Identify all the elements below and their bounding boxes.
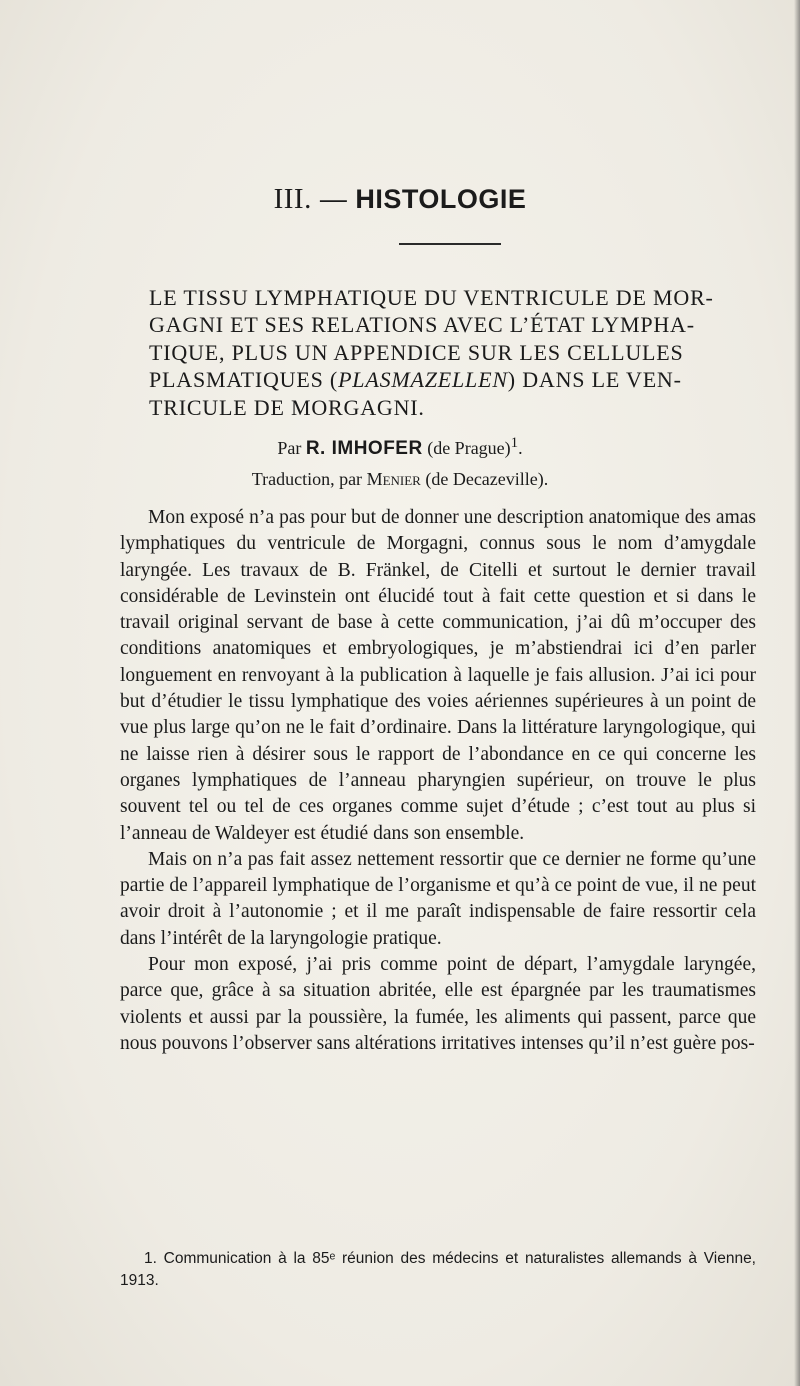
body-text: [120, 505, 756, 1057]
footnote-marker: 1: [510, 435, 519, 451]
paragraph: Mais on n’a pas fait assez nettement ressortir que ce dernier ne forme qu’une partie de l’appareil lymphatique de l’organisme et qu’à ce point de vue, il ne peut avoir droit à l’autonomie ; et il me paraît indispensable de faire ressortir cela dans l’intérêt de la laryngologie pratique.: [120, 848, 756, 949]
title-part: ) DANS LE VEN-: [507, 367, 682, 393]
author-origin: (de Prague): [427, 438, 511, 458]
translator-origin: (de Decazeville).: [425, 469, 549, 489]
article-title-line: TRICULE DE MORGAGNI.: [149, 394, 425, 420]
section-heading: [0, 183, 800, 216]
translation-line: [0, 464, 800, 494]
title-part: PLASMATIQUES (: [149, 367, 339, 393]
byline-prefix: Par: [277, 438, 302, 458]
section-dash: —: [319, 184, 348, 214]
translation-prefix: Traduction, par: [251, 469, 363, 489]
article-title-line: TIQUE, PLUS UN APPENDICE SUR LES CELLULES: [149, 339, 684, 365]
footnote-text: 1. Communication à la 85ᵉ réunion des médecins et naturalistes allemands à Vienne, 1913.: [120, 1250, 756, 1289]
article-title-line: LE TISSU LYMPHATIQUE DU VENTRICULE DE MOR-: [149, 285, 714, 310]
translator-name: Menier: [366, 469, 421, 489]
author-line: Par R. IMHOFER (de Prague)$^1$.: [277, 435, 523, 459]
heading-divider: [399, 243, 501, 245]
author-name: R. IMHOFER: [305, 438, 423, 459]
section-number: III.: [273, 183, 312, 215]
byline: [0, 428, 800, 494]
title-italic-part: PLASMAZELLEN: [338, 367, 508, 393]
footnote: [120, 1248, 756, 1292]
article-title: [149, 284, 764, 421]
paragraph: Pour mon exposé, j’ai pris comme point de départ, l’amygdale laryngée, parce que, grâce à sa situation abritée, elle est épargnée par les traumatismes violents et aussi par la poussière, la fumée, les aliments qui passent, parce que nous pouvons l’observer sans altérations irritatives intenses qu’il n’est guère pos-: [120, 954, 756, 1054]
article-title-line: [149, 366, 764, 393]
article-title-line: GAGNI ET SES RELATIONS AVEC L’ÉTAT LYMPHA-: [149, 312, 695, 338]
paragraph: Mon exposé n’a pas pour but de donner une description anatomique des amas lymphatiques du ventricule de Morgagni, connus sous le nom d’amygdale laryngée. Les travaux de B. Fränkel, de Citelli et surtout le dernier travail considérable de Levinstein ont élucidé tout à fait cette question et si dans le travail original servant de base à cette communication, j’ai dû m’occuper des conditions anatomiques et embryologiques, je m’abstiendrai ici d’en parler longuement en renvoyant à la publication à laquelle je fais allusion. J’ai ici pour but d’étudier le tissu lymphatique des voies aériennes supérieures à un point de vue plus large qu’on ne le fait d’ordinaire. Dans la littérature laryngologique, qui ne laisse rien à désirer sous le rapport de l’abondance en ce qui concerne les organes lymphatiques de l’anneau pharyngien supérieur, on trouve le plus souvent tel ou tel de ces organes comme sujet d’étude ; c’est tout au plus si l’anneau de Waldeyer est étudié dans son ensemble.: [120, 507, 756, 844]
section-title: HISTOLOGIE: [355, 184, 527, 214]
